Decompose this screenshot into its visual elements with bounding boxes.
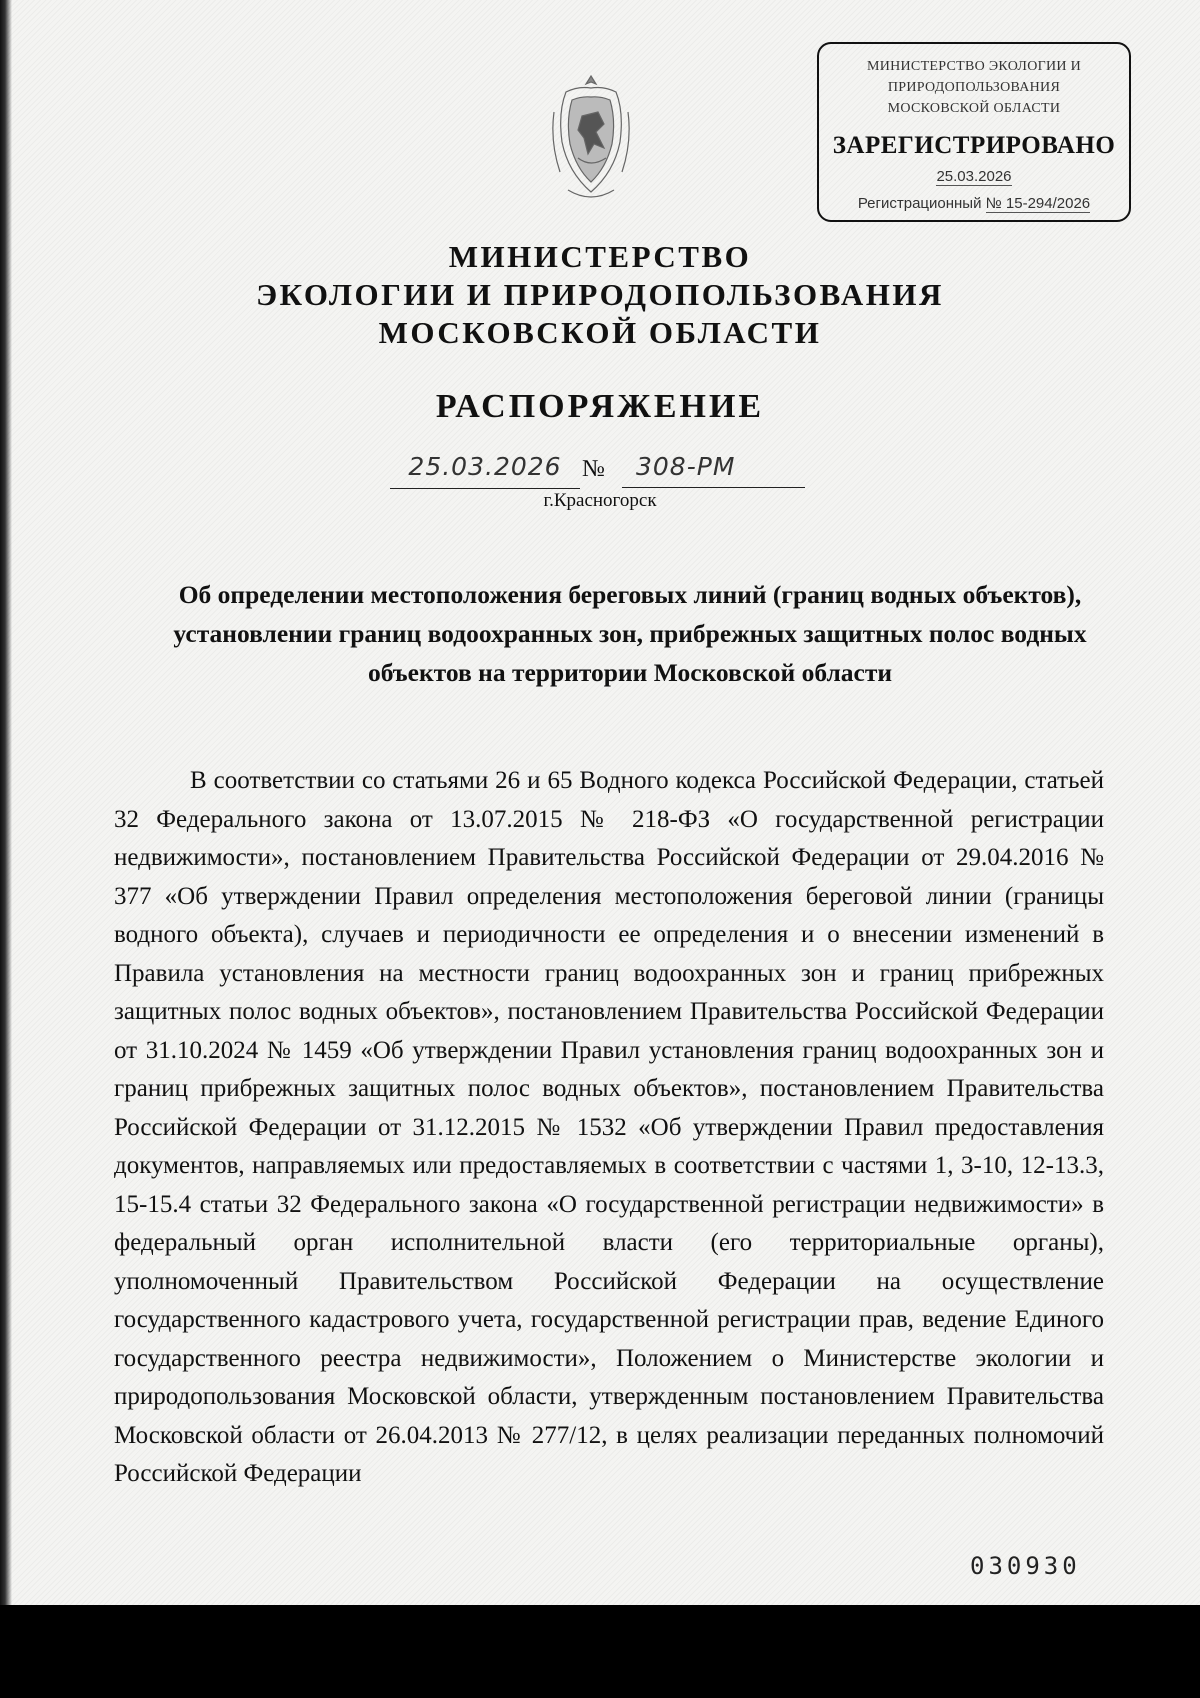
stamp-reg-label: Регистрационный <box>857 195 982 212</box>
coat-of-arms-emblem <box>548 72 634 204</box>
stamp-ministry-line-3: МОСКОВСКОЙ ОБЛАСТИ <box>887 101 1061 116</box>
stamp-status: ЗАРЕГИСТРИРОВАНО <box>832 132 1116 159</box>
scan-edge-shadow <box>0 0 12 1605</box>
header-line-2: ЭКОЛОГИИ И ПРИРОДОПОЛЬЗОВАНИЯ <box>256 277 944 312</box>
document-body: В соответствии со статьями 26 и 65 Водного кодекса Российской Федерации, статьей 32 Федерального закона от 13.07.2015 № 218-ФЗ «О государственной регистрации недвижимости», постановлением Правительства Российской Федерации от 29.04.2016 № 377 «Об утверждении Правил определения местоположения береговой линии (границы водного объекта), случаев и периодичности ее определения и о внесении изменений в Правила установления на местности границ водоохранных зон и границ прибрежных защитных полос водных объектов», постановлением Правительства Российской Федерации от 31.10.2024 № 1459 «Об утверждении Правил установления границ водоохранных зон и границ прибрежных защитных полос водных объектов», постановлением Правительства Российской Федерации от 31.12.2015 № 1532 «Об утверждении Правил предоставления документов, направляемых или предоставляемых в соответствии с частями 1, 3-10, 12-13.3, 15-15.4 статьи 32 Федерального закона «О государственной регистрации недвижимости» в федеральный орган исполнительной власти (его территориальные органы), уполномоченный Правительством Российской Федерации на осуществление государственного кадастрового учета, государственной регистрации прав, ведение Единого государственного реестра недвижимости», Положением о Министерстве экологии и природопользования Московской области, утвержденным постановлением Правительства Московской области от 26.04.2013 № 277/12, в целях реализации переданных полномочий Российской Федерации <box>114 767 1104 1487</box>
stamp-ministry-name <box>819 56 1129 119</box>
stamp-reg-number: № 15-294/2026 <box>985 195 1091 212</box>
header-line-1: МИНИСТЕРСТВО <box>448 239 752 274</box>
ministry-header <box>200 238 1000 352</box>
document-city: г.Красногорск <box>543 490 657 511</box>
header-line-3: МОСКОВСКОЙ ОБЛАСТИ <box>378 315 822 350</box>
stamp-date-wrap <box>819 168 1129 185</box>
document-type: РАСПОРЯЖЕНИЕ <box>435 388 765 425</box>
stamp-ministry-line-1: МИНИСТЕРСТВО ЭКОЛОГИИ И <box>866 59 1082 74</box>
document-date: 25.03.2026 <box>390 452 580 489</box>
stamp-ministry-line-2: ПРИРОДОПОЛЬЗОВАНИЯ <box>887 80 1061 95</box>
date-number-line <box>390 452 805 492</box>
page-code: 030930 <box>970 1552 1081 1580</box>
stamp-registration <box>819 195 1129 212</box>
registration-stamp <box>817 42 1131 222</box>
document-number: 308-РМ <box>622 452 805 488</box>
stamp-date: 25.03.2026 <box>936 168 1012 185</box>
document-subject: Об определении местоположения береговых линий (границ водных объектов), установлении границ водоохранных зон, прибрежных защитных полос водных объектов на территории Московской области <box>173 580 1087 687</box>
number-label: № <box>582 456 605 482</box>
